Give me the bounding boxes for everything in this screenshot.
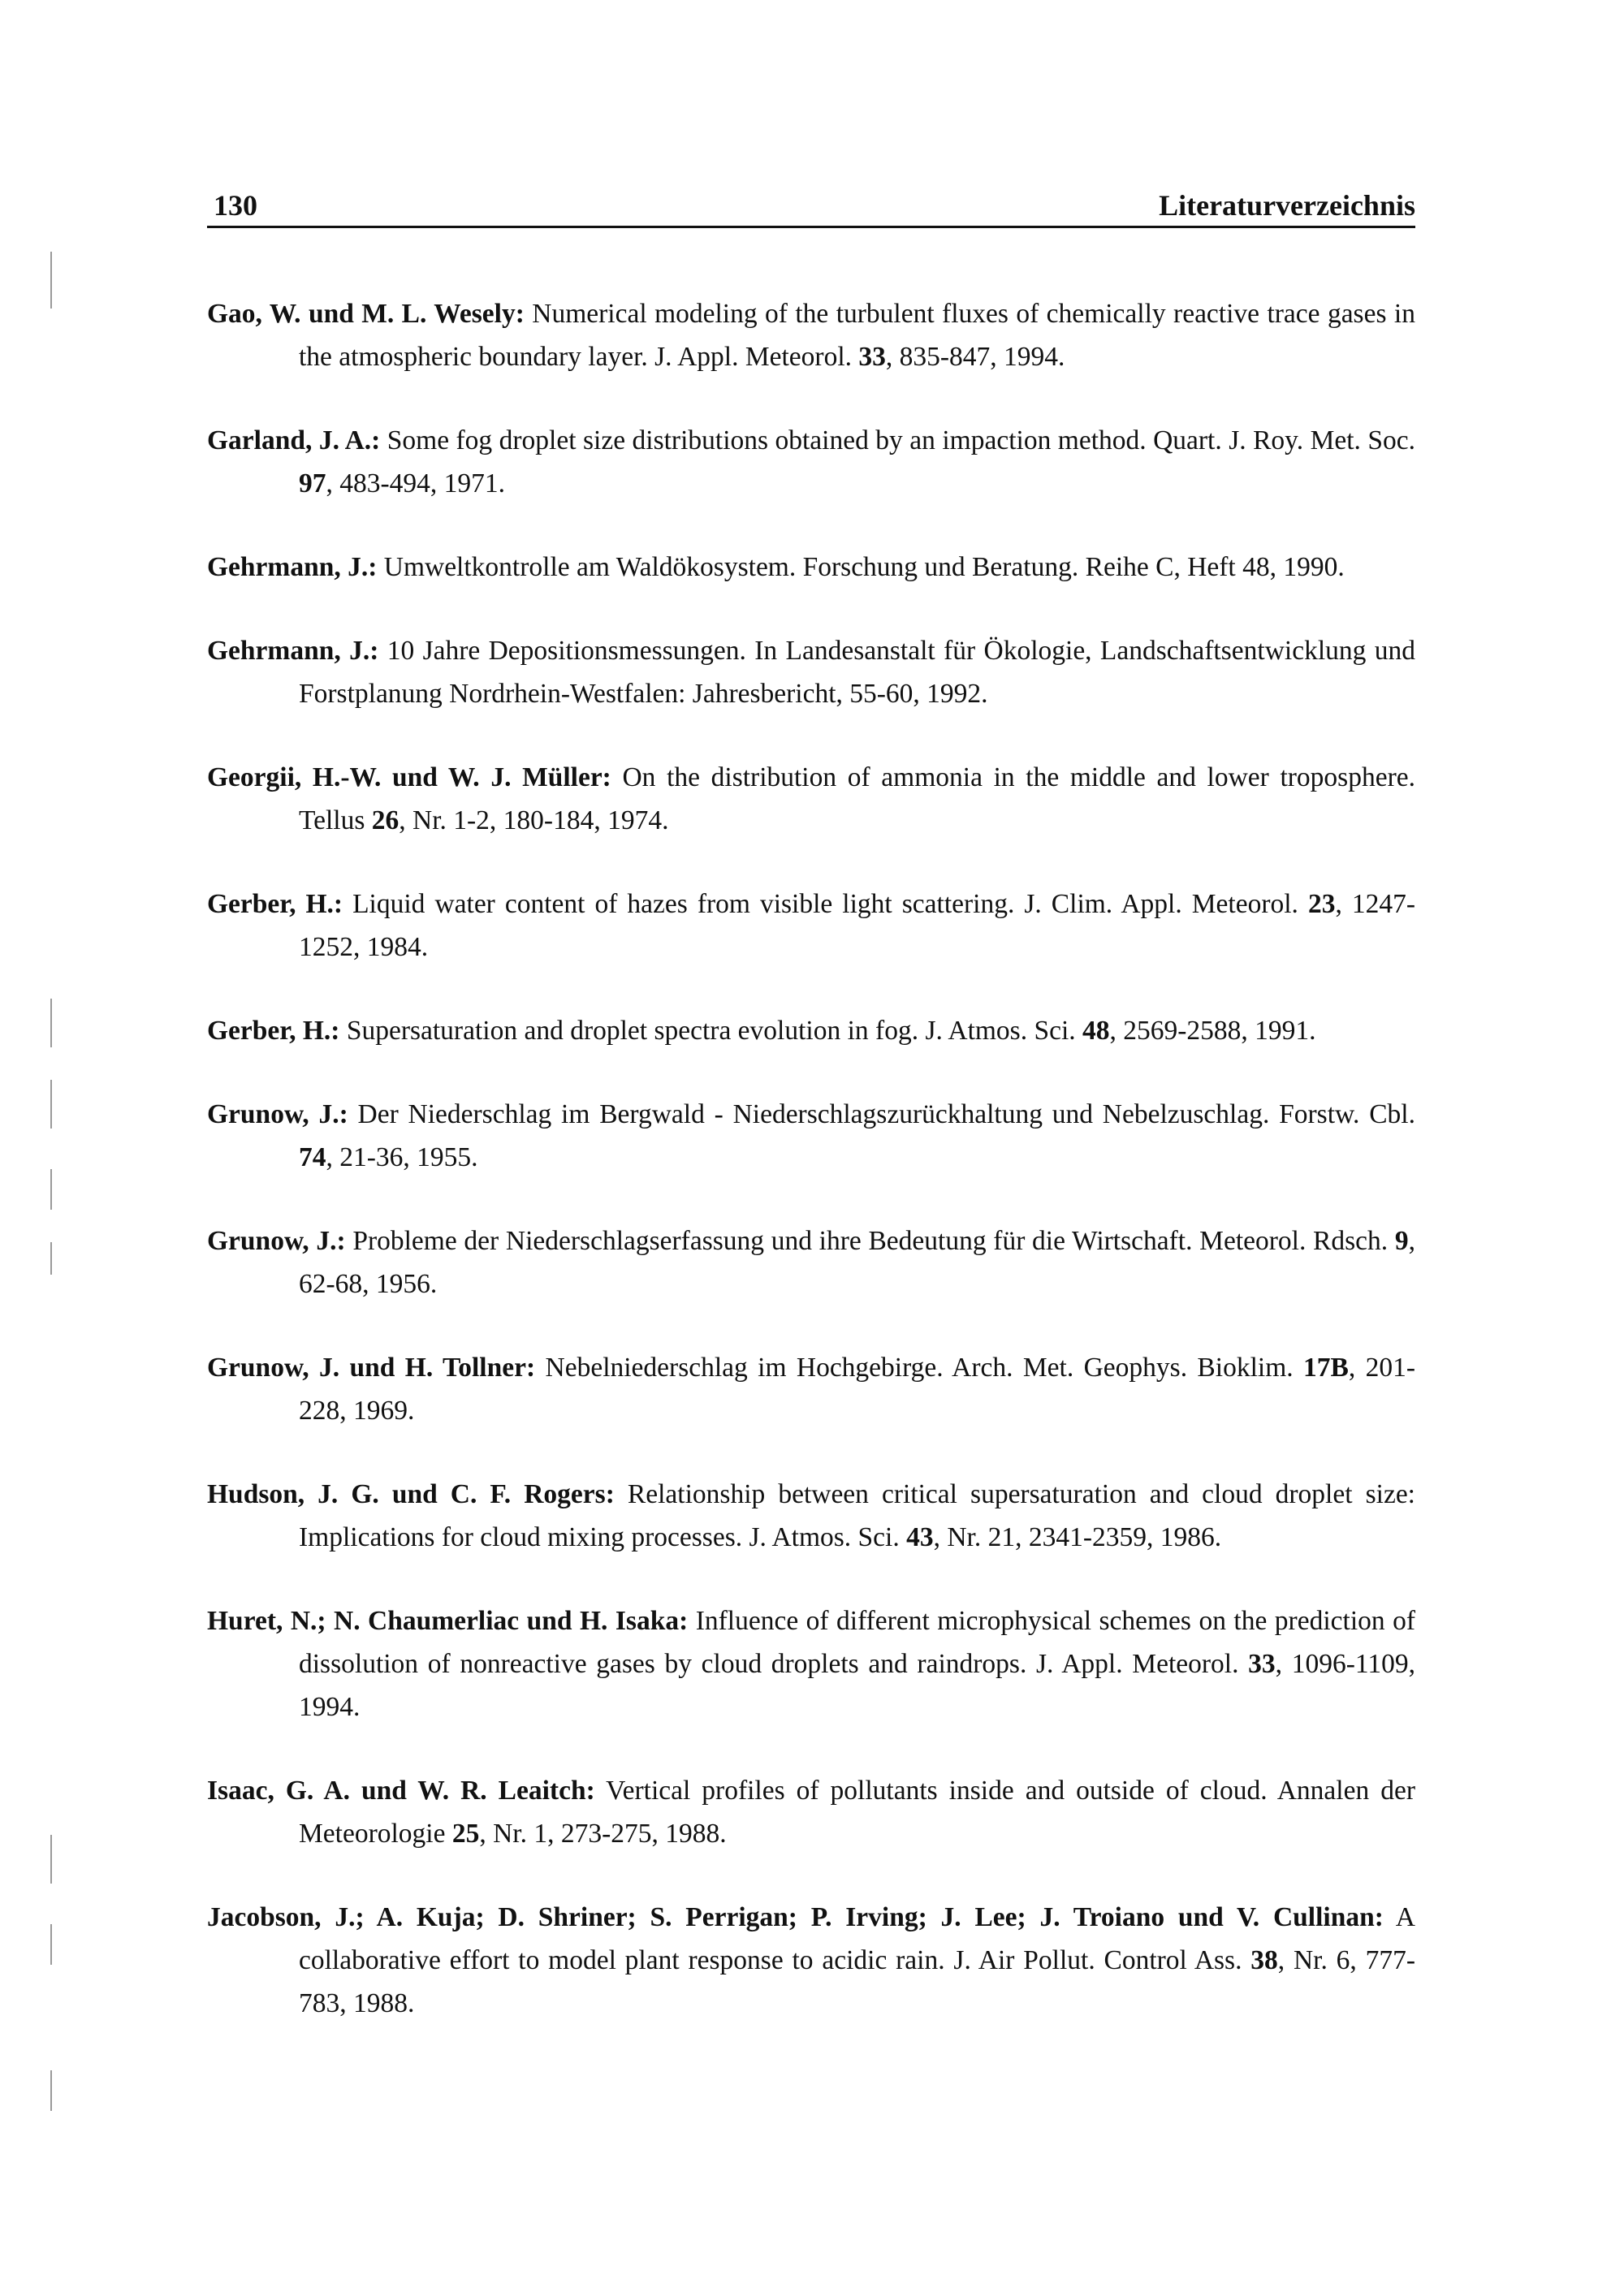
scan-edge-mark	[50, 1080, 52, 1129]
reference-authors: Hudson, J. G. und C. F. Rogers:	[207, 1479, 615, 1509]
reference-authors: Garland, J. A.:	[207, 425, 381, 455]
reference-authors: Gerber, H.:	[207, 1016, 340, 1046]
reference-details: , Nr. 1, 273-275, 1988.	[479, 1819, 727, 1849]
reference-volume: 38	[1250, 1945, 1278, 1975]
reference-entry	[207, 546, 1415, 589]
reference-entry	[207, 756, 1415, 842]
reference-entry	[207, 292, 1415, 378]
reference-volume: 26	[371, 805, 400, 835]
reference-volume: 23	[1307, 889, 1336, 919]
scan-edge-mark	[50, 2070, 52, 2111]
reference-entry	[207, 1346, 1415, 1432]
reference-authors: Grunow, J. und H. Tollner:	[207, 1353, 536, 1383]
reference-authors: Gehrmann, J.:	[207, 552, 378, 582]
reference-authors: Gao, W. und M. L. Wesely:	[207, 299, 525, 329]
reference-text: Relationship between critical supersaturation and cloud droplet size: Implications for cloud mixing processes. J. Atmos. Sci.	[299, 1479, 1415, 1552]
running-title: Literaturverzeichnis	[1159, 189, 1415, 222]
reference-text: On the distribution of ammonia in the middle and lower troposphere. Tellus	[299, 762, 1415, 835]
reference-details: , 1096-1109, 1994.	[299, 1649, 1415, 1722]
reference-text: Numerical modeling of the turbulent fluxes of chemically reactive trace gases in the atmospheric boundary layer. J. Appl. Meteorol.	[299, 299, 1415, 372]
reference-authors: Huret, N.; N. Chaumerliac und H. Isaka:	[207, 1606, 689, 1636]
reference-details: , 21-36, 1955.	[326, 1142, 478, 1172]
reference-volume: 43	[906, 1522, 934, 1552]
reference-entry	[207, 1473, 1415, 1559]
reference-details: , Nr. 6, 777-783, 1988.	[299, 1945, 1415, 2018]
reference-authors: Gehrmann, J.:	[207, 636, 379, 666]
reference-entry	[207, 1093, 1415, 1179]
reference-details: , 201-228, 1969.	[299, 1353, 1416, 1426]
reference-entry	[207, 1896, 1415, 2025]
reference-text: Der Niederschlag im Bergwald - Niederschlagszurückhaltung und Nebelzuschlag. Forstw. Cbl.	[348, 1099, 1415, 1129]
reference-volume: 48	[1082, 1016, 1110, 1046]
reference-authors: Jacobson, J.; A. Kuja; D. Shriner; S. Perrigan; P. Irving; J. Lee; J. Troiano und V. Cullinan:	[207, 1902, 1384, 1932]
reference-volume: 17B	[1303, 1353, 1349, 1383]
reference-entry	[207, 419, 1415, 505]
reference-authors: Gerber, H.:	[207, 889, 343, 919]
scan-edge-mark	[50, 252, 52, 309]
reference-text: Supersaturation and droplet spectra evolution in fog. J. Atmos. Sci.	[339, 1016, 1083, 1046]
reference-authors: Grunow, J.:	[207, 1099, 348, 1129]
reference-text: Influence of different microphysical schemes on the prediction of dissolution of nonreactive gases by cloud droplets and raindrops. J. Appl. Meteorol.	[299, 1606, 1415, 1679]
page-header	[207, 188, 1415, 228]
reference-entry	[207, 883, 1415, 969]
reference-details: , Nr. 1-2, 180-184, 1974.	[399, 805, 669, 835]
reference-details: , 2569-2588, 1991.	[1109, 1016, 1316, 1046]
scan-edge-mark	[50, 1835, 52, 1884]
reference-details: , 62-68, 1956.	[299, 1226, 1415, 1299]
reference-entry	[207, 1009, 1415, 1052]
reference-text: Nebelniederschlag im Hochgebirge. Arch. Met. Geophys. Bioklim.	[535, 1353, 1303, 1383]
reference-volume: 33	[1248, 1649, 1276, 1679]
reference-entry	[207, 1769, 1415, 1855]
reference-text: Umweltkontrolle am Waldökosystem. Forschung und Beratung. Reihe C, Heft 48, 1990.	[377, 552, 1345, 582]
reference-text: Liquid water content of hazes from visible light scattering. J. Clim. Appl. Meteorol.	[343, 889, 1308, 919]
reference-volume: 74	[299, 1142, 326, 1172]
scan-edge-mark	[50, 999, 52, 1047]
reference-text: Vertical profiles of pollutants inside and outside of cloud. Annalen der Meteorologie	[299, 1776, 1415, 1849]
reference-details: , 1247-1252, 1984.	[299, 889, 1416, 962]
reference-entry	[207, 1219, 1415, 1306]
reference-volume: 9	[1394, 1226, 1409, 1256]
reference-details: , 835-847, 1994.	[885, 342, 1065, 372]
reference-text: Probleme der Niederschlagserfassung und ihre Bedeutung für die Wirtschaft. Meteorol. Rdsch.	[345, 1226, 1395, 1256]
page-number: 130	[214, 189, 257, 222]
scan-edge-mark	[50, 1242, 52, 1275]
reference-list	[207, 292, 1415, 2025]
reference-details: , Nr. 21, 2341-2359, 1986.	[933, 1522, 1222, 1552]
reference-authors: Isaac, G. A. und W. R. Leaitch:	[207, 1776, 595, 1806]
reference-text: Some fog droplet size distributions obtained by an impaction method. Quart. J. Roy. Met. Soc.	[380, 425, 1415, 455]
reference-entry	[207, 1599, 1415, 1728]
reference-entry	[207, 629, 1415, 715]
reference-text: A collaborative effort to model plant response to acidic rain. J. Air Pollut. Control Ass.	[299, 1902, 1415, 1975]
reference-authors: Georgii, H.-W. und W. J. Müller:	[207, 762, 611, 792]
reference-volume: 97	[299, 468, 326, 498]
scan-edge-mark	[50, 1924, 52, 1965]
reference-volume: 33	[858, 342, 886, 372]
reference-authors: Grunow, J.:	[207, 1226, 346, 1256]
reference-text: 10 Jahre Depositionsmessungen. In Landesanstalt für Ökologie, Landschaftsentwicklung und Forstplanung Nordrhein-Westfalen: Jahresbericht, 55-60, 1992.	[299, 636, 1415, 709]
reference-volume: 25	[451, 1819, 480, 1849]
scan-edge-mark	[50, 1169, 52, 1210]
reference-details: , 483-494, 1971.	[326, 468, 506, 498]
